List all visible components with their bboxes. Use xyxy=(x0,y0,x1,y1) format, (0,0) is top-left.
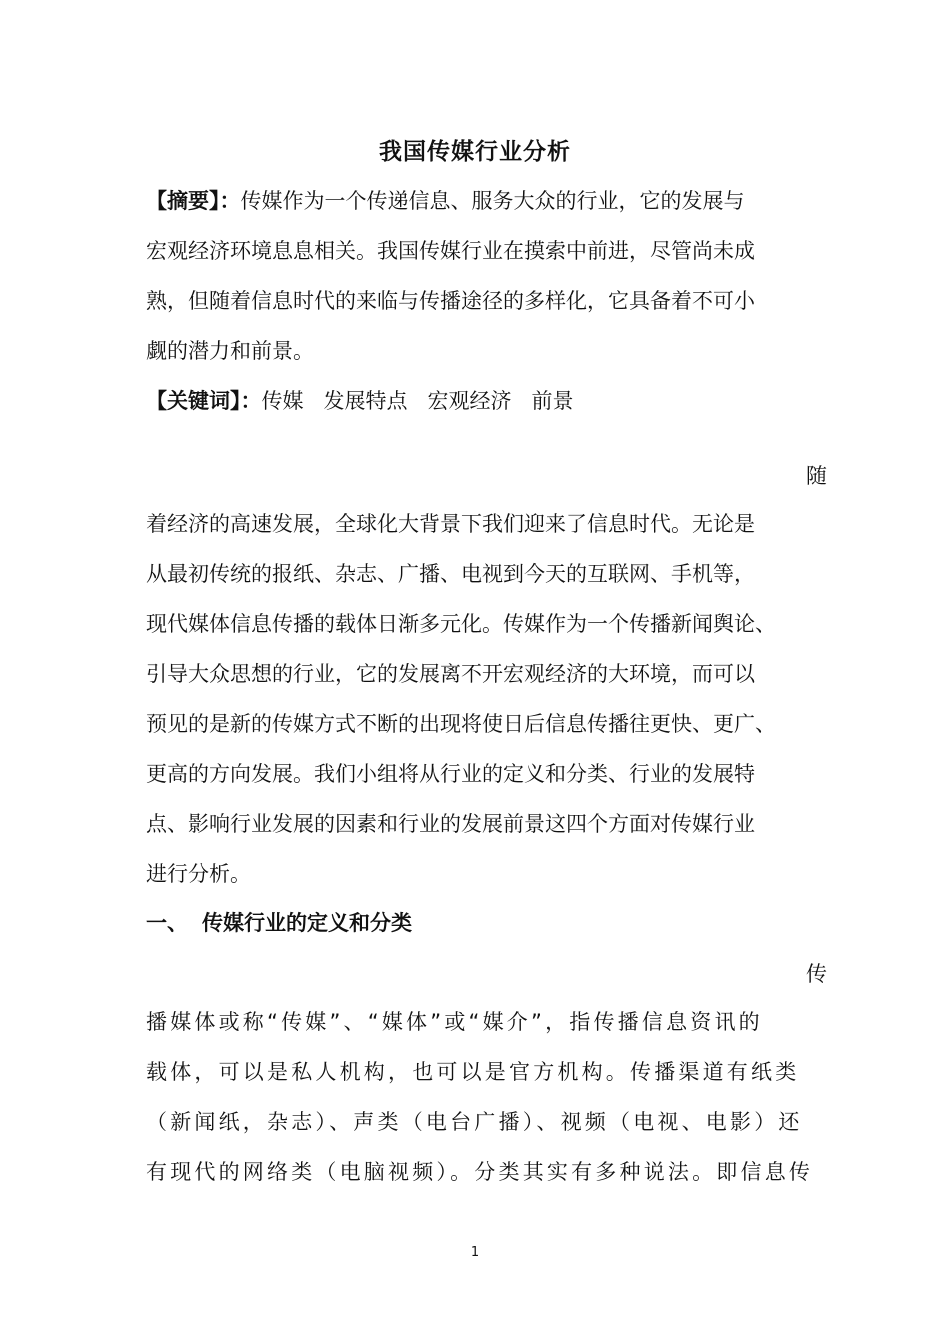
keywords-label: 【关键词】： xyxy=(146,389,262,413)
intro-line-2: 从最初传统的报纸、杂志、广播、电视到今天的互联网、手机等， xyxy=(146,562,755,586)
intro-first-char: 随 xyxy=(806,464,827,488)
intro-line-3: 现代媒体信息传播的载体日渐多元化。传媒作为一个传播新闻舆论、 xyxy=(146,612,776,636)
section-first-char: 传 xyxy=(806,962,827,986)
intro-line-5: 预见的是新的传媒方式不断的出现将使日后信息传播往更快、更广、 xyxy=(146,712,776,736)
keyword-item: 宏观经济 xyxy=(427,389,512,413)
section-line-1: 播媒体或称“传媒”、“媒体”或“媒介”，指传播信息资讯的 xyxy=(146,1010,763,1034)
abstract-line-2: 宏观经济环境息息相关。我国传媒行业在摸索中前进，尽管尚未成 xyxy=(146,239,755,263)
abstract-line-3: 熟，但随着信息时代的来临与传播途径的多样化，它具备着不可小 xyxy=(146,289,755,313)
intro-line-4: 引导大众思想的行业，它的发展离不开宏观经济的大环境，而可以 xyxy=(146,662,755,686)
abstract-line-1 xyxy=(146,185,745,217)
section-heading xyxy=(146,907,412,939)
section-number: 一、 xyxy=(146,911,188,935)
intro-line-6: 更高的方向发展。我们小组将从行业的定义和分类、行业的发展特 xyxy=(146,762,755,786)
section-line-2: 载体，可以是私人机构，也可以是官方机构。传播渠道有纸类 xyxy=(146,1060,800,1084)
document-title: 我国传媒行业分析 xyxy=(379,139,571,165)
keyword-item: 发展特点 xyxy=(323,389,408,413)
keyword-item: 传媒 xyxy=(261,389,304,413)
intro-line-1: 着经济的高速发展，全球化大背景下我们迎来了信息时代。无论是 xyxy=(146,512,755,536)
keywords-line xyxy=(146,385,574,417)
abstract-label: 【摘要】： xyxy=(146,189,241,213)
keyword-item: 前景 xyxy=(531,389,574,413)
section-line-4: 有现代的网络类（电脑视频）。分类其实有多种说法。即信息传 xyxy=(146,1160,814,1184)
page-number: 1 xyxy=(470,1245,480,1260)
section-line-3: （新闻纸，杂志）、声类（电台广播）、视频（电视、电影）还 xyxy=(146,1110,803,1134)
intro-line-8: 进行分析。 xyxy=(146,862,251,886)
section-title: 传媒行业的定义和分类 xyxy=(202,911,412,935)
intro-line-7: 点、影响行业发展的因素和行业的发展前景这四个方面对传媒行业 xyxy=(146,812,755,836)
abstract-text-1: 传媒作为一个传递信息、服务大众的行业，它的发展与 xyxy=(240,189,745,213)
abstract-line-4: 觑的潜力和前景。 xyxy=(146,339,314,363)
